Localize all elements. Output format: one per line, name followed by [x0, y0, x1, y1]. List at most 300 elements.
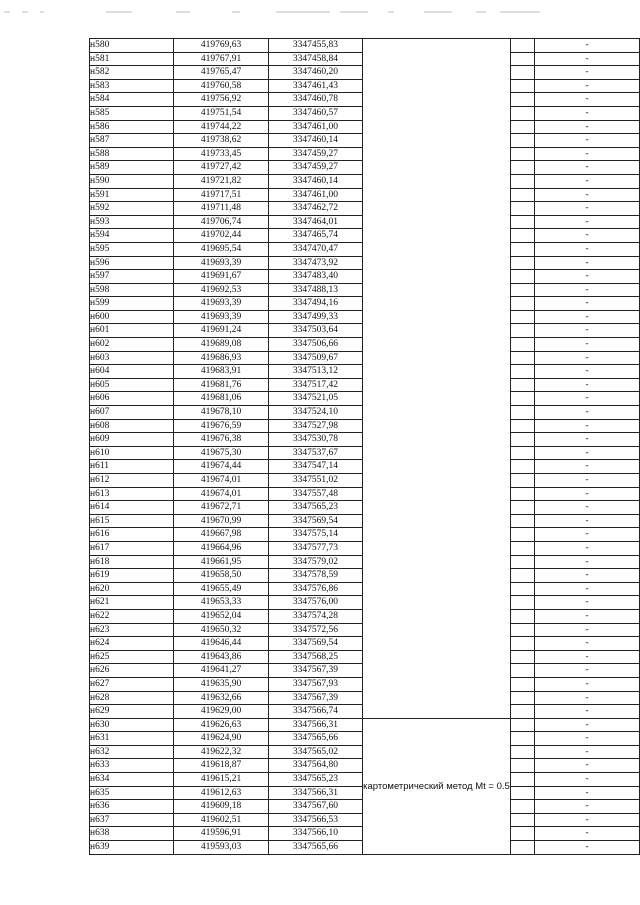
- x-coordinate-cell: 419733,45: [174, 147, 268, 161]
- blank-cell: [510, 514, 534, 528]
- point-id-cell: н600: [90, 310, 174, 324]
- blank-cell: [510, 365, 534, 379]
- point-id-cell: н602: [90, 338, 174, 352]
- point-id-cell: н609: [90, 433, 174, 447]
- dash-cell: -: [535, 813, 640, 827]
- dash-cell: -: [535, 609, 640, 623]
- point-id-cell: н608: [90, 419, 174, 433]
- x-coordinate-cell: 419756,92: [174, 93, 268, 107]
- point-id-cell: н604: [90, 365, 174, 379]
- point-id-cell: н586: [90, 120, 174, 134]
- point-id-cell: н611: [90, 460, 174, 474]
- blank-cell: [510, 664, 534, 678]
- blank-cell: [510, 596, 534, 610]
- point-id-cell: н613: [90, 487, 174, 501]
- dash-cell: -: [535, 800, 640, 814]
- point-id-cell: н634: [90, 773, 174, 787]
- x-coordinate-cell: 419751,54: [174, 106, 268, 120]
- x-coordinate-cell: 419626,63: [174, 718, 268, 732]
- point-id-cell: н629: [90, 705, 174, 719]
- point-id-cell: н607: [90, 406, 174, 420]
- x-coordinate-cell: 419686,93: [174, 351, 268, 365]
- dash-cell: -: [535, 283, 640, 297]
- dash-cell: -: [535, 406, 640, 420]
- blank-cell: [510, 174, 534, 188]
- dash-cell: -: [535, 351, 640, 365]
- point-id-cell: н606: [90, 392, 174, 406]
- point-id-cell: н585: [90, 106, 174, 120]
- blank-cell: [510, 487, 534, 501]
- blank-cell: [510, 120, 534, 134]
- y-coordinate-cell: 3347566,10: [268, 827, 363, 841]
- blank-cell: [510, 270, 534, 284]
- scan-artifact-marks: [0, 0, 640, 20]
- blank-cell: [510, 677, 534, 691]
- blank-cell: [510, 338, 534, 352]
- point-id-cell: н639: [90, 841, 174, 855]
- y-coordinate-cell: 3347579,02: [268, 555, 363, 569]
- point-id-cell: н619: [90, 569, 174, 583]
- x-coordinate-cell: 419760,58: [174, 79, 268, 93]
- x-coordinate-cell: 419646,44: [174, 637, 268, 651]
- y-coordinate-cell: 3347566,53: [268, 813, 363, 827]
- x-coordinate-cell: 419632,66: [174, 691, 268, 705]
- x-coordinate-cell: 419727,42: [174, 161, 268, 175]
- point-id-cell: н591: [90, 188, 174, 202]
- dash-cell: -: [535, 215, 640, 229]
- x-coordinate-cell: 419717,51: [174, 188, 268, 202]
- blank-cell: [510, 541, 534, 555]
- dash-cell: -: [535, 705, 640, 719]
- blank-cell: [510, 433, 534, 447]
- dash-cell: -: [535, 134, 640, 148]
- point-id-cell: н594: [90, 229, 174, 243]
- x-coordinate-cell: 419674,01: [174, 487, 268, 501]
- dash-cell: -: [535, 419, 640, 433]
- table-row: [90, 718, 640, 732]
- y-coordinate-cell: 3347521,05: [268, 392, 363, 406]
- dash-cell: -: [535, 677, 640, 691]
- x-coordinate-cell: 419641,27: [174, 664, 268, 678]
- blank-cell: [510, 256, 534, 270]
- x-coordinate-cell: 419652,04: [174, 609, 268, 623]
- x-coordinate-cell: 419691,67: [174, 270, 268, 284]
- dash-cell: -: [535, 582, 640, 596]
- x-coordinate-cell: 419681,76: [174, 378, 268, 392]
- point-id-cell: н638: [90, 827, 174, 841]
- dash-cell: -: [535, 664, 640, 678]
- x-coordinate-cell: 419664,96: [174, 541, 268, 555]
- x-coordinate-cell: 419692,53: [174, 283, 268, 297]
- method-cell-upper: [363, 39, 511, 719]
- dash-cell: -: [535, 541, 640, 555]
- dash-cell: -: [535, 202, 640, 216]
- y-coordinate-cell: 3347530,78: [268, 433, 363, 447]
- dash-cell: -: [535, 270, 640, 284]
- dash-cell: -: [535, 229, 640, 243]
- point-id-cell: н610: [90, 446, 174, 460]
- x-coordinate-cell: 419609,18: [174, 800, 268, 814]
- y-coordinate-cell: 3347473,92: [268, 256, 363, 270]
- blank-cell: [510, 229, 534, 243]
- x-coordinate-cell: 419629,00: [174, 705, 268, 719]
- coordinates-table: [89, 38, 640, 855]
- y-coordinate-cell: 3347460,14: [268, 134, 363, 148]
- x-coordinate-cell: 419635,90: [174, 677, 268, 691]
- dash-cell: -: [535, 650, 640, 664]
- y-coordinate-cell: 3347576,86: [268, 582, 363, 596]
- y-coordinate-cell: 3347524,10: [268, 406, 363, 420]
- y-coordinate-cell: 3347464,01: [268, 215, 363, 229]
- y-coordinate-cell: 3347499,33: [268, 310, 363, 324]
- x-coordinate-cell: 419693,39: [174, 256, 268, 270]
- x-coordinate-cell: 419674,01: [174, 474, 268, 488]
- y-coordinate-cell: 3347455,83: [268, 39, 363, 53]
- point-id-cell: н636: [90, 800, 174, 814]
- dash-cell: -: [535, 827, 640, 841]
- blank-cell: [510, 841, 534, 855]
- dash-cell: -: [535, 120, 640, 134]
- blank-cell: [510, 392, 534, 406]
- x-coordinate-cell: 419670,99: [174, 514, 268, 528]
- point-id-cell: н583: [90, 79, 174, 93]
- blank-cell: [510, 79, 534, 93]
- y-coordinate-cell: 3347569,54: [268, 637, 363, 651]
- x-coordinate-cell: 419655,49: [174, 582, 268, 596]
- y-coordinate-cell: 3347462,72: [268, 202, 363, 216]
- dash-cell: -: [535, 446, 640, 460]
- blank-cell: [510, 161, 534, 175]
- x-coordinate-cell: 419653,33: [174, 596, 268, 610]
- point-id-cell: н623: [90, 623, 174, 637]
- blank-cell: [510, 637, 534, 651]
- blank-cell: [510, 324, 534, 338]
- dash-cell: -: [535, 474, 640, 488]
- point-id-cell: н624: [90, 637, 174, 651]
- blank-cell: [510, 283, 534, 297]
- x-coordinate-cell: 419612,63: [174, 786, 268, 800]
- y-coordinate-cell: 3347565,66: [268, 841, 363, 855]
- dash-cell: -: [535, 623, 640, 637]
- x-coordinate-cell: 419615,21: [174, 773, 268, 787]
- table-row: [90, 39, 640, 53]
- y-coordinate-cell: 3347567,93: [268, 677, 363, 691]
- point-id-cell: н589: [90, 161, 174, 175]
- blank-cell: [510, 773, 534, 787]
- blank-cell: [510, 202, 534, 216]
- x-coordinate-cell: 419650,32: [174, 623, 268, 637]
- blank-cell: [510, 582, 534, 596]
- y-coordinate-cell: 3347483,40: [268, 270, 363, 284]
- x-coordinate-cell: 419767,91: [174, 52, 268, 66]
- y-coordinate-cell: 3347488,13: [268, 283, 363, 297]
- point-id-cell: н630: [90, 718, 174, 732]
- point-id-cell: н612: [90, 474, 174, 488]
- dash-cell: -: [535, 161, 640, 175]
- y-coordinate-cell: 3347460,57: [268, 106, 363, 120]
- x-coordinate-cell: 419672,71: [174, 501, 268, 515]
- y-coordinate-cell: 3347461,43: [268, 79, 363, 93]
- dash-cell: -: [535, 52, 640, 66]
- blank-cell: [510, 297, 534, 311]
- blank-cell: [510, 623, 534, 637]
- blank-cell: [510, 242, 534, 256]
- blank-cell: [510, 419, 534, 433]
- blank-cell: [510, 39, 534, 53]
- point-id-cell: н616: [90, 528, 174, 542]
- y-coordinate-cell: 3347577,73: [268, 541, 363, 555]
- point-id-cell: н596: [90, 256, 174, 270]
- x-coordinate-cell: 419676,38: [174, 433, 268, 447]
- blank-cell: [510, 406, 534, 420]
- dash-cell: -: [535, 786, 640, 800]
- y-coordinate-cell: 3347461,00: [268, 188, 363, 202]
- blank-cell: [510, 691, 534, 705]
- x-coordinate-cell: 419676,59: [174, 419, 268, 433]
- x-coordinate-cell: 419658,50: [174, 569, 268, 583]
- blank-cell: [510, 460, 534, 474]
- dash-cell: -: [535, 841, 640, 855]
- blank-cell: [510, 813, 534, 827]
- x-coordinate-cell: 419675,30: [174, 446, 268, 460]
- blank-cell: [510, 827, 534, 841]
- point-id-cell: н628: [90, 691, 174, 705]
- x-coordinate-cell: 419624,90: [174, 732, 268, 746]
- x-coordinate-cell: 419695,54: [174, 242, 268, 256]
- blank-cell: [510, 351, 534, 365]
- point-id-cell: н615: [90, 514, 174, 528]
- blank-cell: [510, 446, 534, 460]
- point-id-cell: н635: [90, 786, 174, 800]
- dash-cell: -: [535, 174, 640, 188]
- x-coordinate-cell: 419706,74: [174, 215, 268, 229]
- x-coordinate-cell: 419738,62: [174, 134, 268, 148]
- point-id-cell: н599: [90, 297, 174, 311]
- point-id-cell: н622: [90, 609, 174, 623]
- dash-cell: -: [535, 378, 640, 392]
- method-cell-lower: картометрический метод Mt = 0.5: [363, 718, 511, 854]
- dash-cell: -: [535, 759, 640, 773]
- dash-cell: -: [535, 773, 640, 787]
- y-coordinate-cell: 3347566,31: [268, 718, 363, 732]
- dash-cell: -: [535, 433, 640, 447]
- x-coordinate-cell: 419765,47: [174, 66, 268, 80]
- y-coordinate-cell: 3347527,98: [268, 419, 363, 433]
- point-id-cell: н621: [90, 596, 174, 610]
- y-coordinate-cell: 3347567,39: [268, 664, 363, 678]
- point-id-cell: н580: [90, 39, 174, 53]
- blank-cell: [510, 759, 534, 773]
- blank-cell: [510, 474, 534, 488]
- blank-cell: [510, 66, 534, 80]
- point-id-cell: н614: [90, 501, 174, 515]
- dash-cell: -: [535, 324, 640, 338]
- blank-cell: [510, 555, 534, 569]
- dash-cell: -: [535, 569, 640, 583]
- x-coordinate-cell: 419702,44: [174, 229, 268, 243]
- y-coordinate-cell: 3347578,59: [268, 569, 363, 583]
- y-coordinate-cell: 3347572,56: [268, 623, 363, 637]
- point-id-cell: н595: [90, 242, 174, 256]
- point-id-cell: н620: [90, 582, 174, 596]
- point-id-cell: н626: [90, 664, 174, 678]
- y-coordinate-cell: 3347547,14: [268, 460, 363, 474]
- dash-cell: -: [535, 297, 640, 311]
- y-coordinate-cell: 3347503,64: [268, 324, 363, 338]
- y-coordinate-cell: 3347460,20: [268, 66, 363, 80]
- x-coordinate-cell: 419602,51: [174, 813, 268, 827]
- x-coordinate-cell: 419643,86: [174, 650, 268, 664]
- y-coordinate-cell: 3347459,27: [268, 147, 363, 161]
- y-coordinate-cell: 3347569,54: [268, 514, 363, 528]
- x-coordinate-cell: 419661,95: [174, 555, 268, 569]
- x-coordinate-cell: 419711,48: [174, 202, 268, 216]
- blank-cell: [510, 93, 534, 107]
- blank-cell: [510, 732, 534, 746]
- y-coordinate-cell: 3347470,47: [268, 242, 363, 256]
- point-id-cell: н584: [90, 93, 174, 107]
- point-id-cell: н582: [90, 66, 174, 80]
- dash-cell: -: [535, 242, 640, 256]
- y-coordinate-cell: 3347567,39: [268, 691, 363, 705]
- blank-cell: [510, 501, 534, 515]
- point-id-cell: н625: [90, 650, 174, 664]
- y-coordinate-cell: 3347575,14: [268, 528, 363, 542]
- point-id-cell: н603: [90, 351, 174, 365]
- blank-cell: [510, 147, 534, 161]
- point-id-cell: н587: [90, 134, 174, 148]
- blank-cell: [510, 134, 534, 148]
- y-coordinate-cell: 3347565,23: [268, 501, 363, 515]
- y-coordinate-cell: 3347551,02: [268, 474, 363, 488]
- dash-cell: -: [535, 310, 640, 324]
- dash-cell: -: [535, 256, 640, 270]
- blank-cell: [510, 745, 534, 759]
- x-coordinate-cell: 419596,91: [174, 827, 268, 841]
- y-coordinate-cell: 3347460,14: [268, 174, 363, 188]
- blank-cell: [510, 52, 534, 66]
- x-coordinate-cell: 419769,63: [174, 39, 268, 53]
- y-coordinate-cell: 3347517,42: [268, 378, 363, 392]
- point-id-cell: н631: [90, 732, 174, 746]
- dash-cell: -: [535, 637, 640, 651]
- y-coordinate-cell: 3347460,78: [268, 93, 363, 107]
- y-coordinate-cell: 3347564,80: [268, 759, 363, 773]
- blank-cell: [510, 569, 534, 583]
- dash-cell: -: [535, 147, 640, 161]
- y-coordinate-cell: 3347567,60: [268, 800, 363, 814]
- y-coordinate-cell: 3347568,25: [268, 650, 363, 664]
- dash-cell: -: [535, 596, 640, 610]
- y-coordinate-cell: 3347576,00: [268, 596, 363, 610]
- x-coordinate-cell: 419622,32: [174, 745, 268, 759]
- point-id-cell: н617: [90, 541, 174, 555]
- blank-cell: [510, 188, 534, 202]
- blank-cell: [510, 786, 534, 800]
- dash-cell: -: [535, 106, 640, 120]
- y-coordinate-cell: 3347557,48: [268, 487, 363, 501]
- dash-cell: -: [535, 79, 640, 93]
- dash-cell: -: [535, 732, 640, 746]
- point-id-cell: н598: [90, 283, 174, 297]
- blank-cell: [510, 310, 534, 324]
- dash-cell: -: [535, 514, 640, 528]
- point-id-cell: н605: [90, 378, 174, 392]
- y-coordinate-cell: 3347574,28: [268, 609, 363, 623]
- x-coordinate-cell: 419678,10: [174, 406, 268, 420]
- dash-cell: -: [535, 39, 640, 53]
- y-coordinate-cell: 3347537,67: [268, 446, 363, 460]
- blank-cell: [510, 528, 534, 542]
- y-coordinate-cell: 3347566,31: [268, 786, 363, 800]
- x-coordinate-cell: 419693,39: [174, 310, 268, 324]
- x-coordinate-cell: 419681,06: [174, 392, 268, 406]
- dash-cell: -: [535, 93, 640, 107]
- dash-cell: -: [535, 365, 640, 379]
- x-coordinate-cell: 419744,22: [174, 120, 268, 134]
- point-id-cell: н633: [90, 759, 174, 773]
- point-id-cell: н632: [90, 745, 174, 759]
- dash-cell: -: [535, 392, 640, 406]
- dash-cell: -: [535, 188, 640, 202]
- y-coordinate-cell: 3347566,74: [268, 705, 363, 719]
- blank-cell: [510, 800, 534, 814]
- x-coordinate-cell: 419693,39: [174, 297, 268, 311]
- x-coordinate-cell: 419689,08: [174, 338, 268, 352]
- blank-cell: [510, 650, 534, 664]
- y-coordinate-cell: 3347565,02: [268, 745, 363, 759]
- dash-cell: -: [535, 460, 640, 474]
- blank-cell: [510, 718, 534, 732]
- point-id-cell: н588: [90, 147, 174, 161]
- blank-cell: [510, 106, 534, 120]
- blank-cell: [510, 609, 534, 623]
- y-coordinate-cell: 3347458,84: [268, 52, 363, 66]
- dash-cell: -: [535, 555, 640, 569]
- point-id-cell: н627: [90, 677, 174, 691]
- y-coordinate-cell: 3347465,74: [268, 229, 363, 243]
- y-coordinate-cell: 3347509,67: [268, 351, 363, 365]
- point-id-cell: н601: [90, 324, 174, 338]
- point-id-cell: н618: [90, 555, 174, 569]
- x-coordinate-cell: 419721,82: [174, 174, 268, 188]
- y-coordinate-cell: 3347506,66: [268, 338, 363, 352]
- x-coordinate-cell: 419618,87: [174, 759, 268, 773]
- dash-cell: -: [535, 487, 640, 501]
- blank-cell: [510, 705, 534, 719]
- dash-cell: -: [535, 338, 640, 352]
- y-coordinate-cell: 3347565,66: [268, 732, 363, 746]
- point-id-cell: н592: [90, 202, 174, 216]
- x-coordinate-cell: 419691,24: [174, 324, 268, 338]
- dash-cell: -: [535, 66, 640, 80]
- blank-cell: [510, 378, 534, 392]
- dash-cell: -: [535, 691, 640, 705]
- dash-cell: -: [535, 718, 640, 732]
- scan-header-noise: [0, 0, 640, 20]
- dash-cell: -: [535, 501, 640, 515]
- y-coordinate-cell: 3347565,23: [268, 773, 363, 787]
- point-id-cell: н637: [90, 813, 174, 827]
- y-coordinate-cell: 3347494,16: [268, 297, 363, 311]
- x-coordinate-cell: 419593,03: [174, 841, 268, 855]
- y-coordinate-cell: 3347459,27: [268, 161, 363, 175]
- x-coordinate-cell: 419683,91: [174, 365, 268, 379]
- y-coordinate-cell: 3347461,00: [268, 120, 363, 134]
- dash-cell: -: [535, 745, 640, 759]
- point-id-cell: н597: [90, 270, 174, 284]
- x-coordinate-cell: 419674,44: [174, 460, 268, 474]
